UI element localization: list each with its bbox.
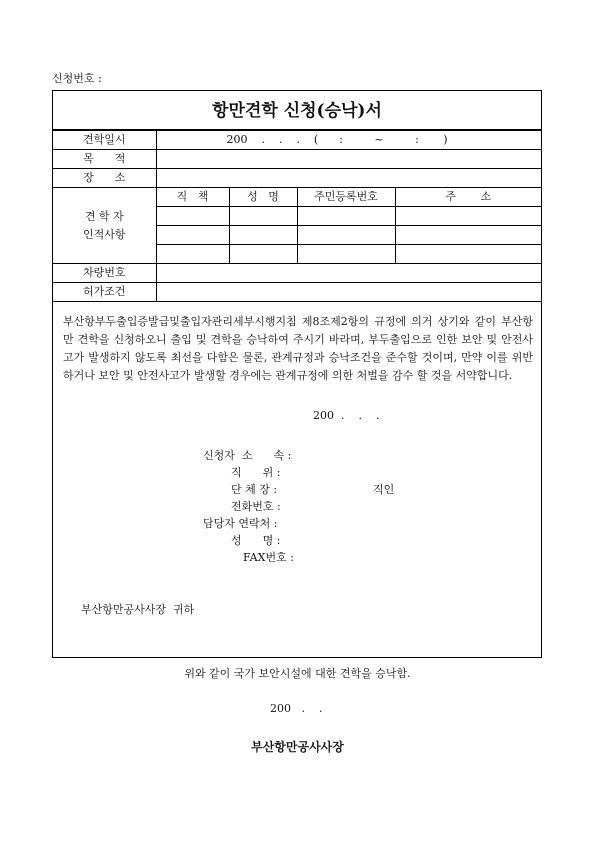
visit-datetime-field[interactable]: 200 . . . ( : ~ : ) xyxy=(156,131,541,150)
vehicle-row xyxy=(53,264,541,283)
visitor-resident-number-cell[interactable] xyxy=(297,226,395,245)
visitor-address-cell[interactable] xyxy=(395,245,541,264)
column-header-address: 주 소 xyxy=(395,188,541,207)
visitor-address-cell[interactable] xyxy=(395,226,541,245)
fax-label: FAX번호 : xyxy=(243,551,294,564)
application-form xyxy=(52,90,542,658)
purpose-label: 목 적 xyxy=(53,150,156,169)
position-label: 직 위 : xyxy=(231,466,281,479)
visitor-name-cell[interactable] xyxy=(229,245,297,264)
place-label: 장 소 xyxy=(53,169,156,188)
vehicle-number-field[interactable] xyxy=(156,264,541,283)
visit-datetime-row xyxy=(53,131,541,150)
group-head-label: 단 체 장 : xyxy=(231,483,278,496)
visit-datetime-label: 견학일시 xyxy=(53,131,156,150)
application-date: 200 . . . xyxy=(313,409,380,422)
signer-title: 부산항만공사사장 xyxy=(251,740,344,754)
official-seal-label: 직인 xyxy=(373,483,395,496)
visitor-name-cell[interactable] xyxy=(229,226,297,245)
visitor-resident-number-cell[interactable] xyxy=(297,207,395,226)
form-table xyxy=(53,131,541,302)
phone-label: 전화번호 : xyxy=(231,500,281,513)
pledge-text: 부산항부두출입증발급및출입자관리세부시행지침 제8조제2항의 규정에 의거 상기와 같이 부산항만 견학을 신청하오니 출입 및 견학을 승낙하여 주시기 바라며, 부두출입으로 인한 보안 및 안전사고가 발생하지 않도록 최선을 다함은 물론, 관계규정과 승낙조건을 준수할 것이며, 만약 이를 위반하거나 보안 및 안전사고가 발생할 경우에는 관계규정에 의한 처벌을 감수 할 것을 서약합니다. xyxy=(63,315,533,382)
column-header-resident-number: 주민등록번호 xyxy=(297,188,395,207)
applicant-affiliation-label: 신청자 소 속 : xyxy=(203,449,292,462)
contact-name-label: 성 명 : xyxy=(231,534,281,547)
approval-statement: 위와 같이 국가 보안시설에 대한 견학을 승낙함. xyxy=(184,667,411,680)
approval-date: 200 . . xyxy=(270,702,323,715)
permit-conditions-label: 허가조건 xyxy=(53,283,156,302)
column-header-position: 직 책 xyxy=(156,188,229,207)
visitor-name-cell[interactable] xyxy=(229,207,297,226)
visitor-resident-number-cell[interactable] xyxy=(297,245,395,264)
permit-row xyxy=(53,283,541,302)
place-field[interactable] xyxy=(156,169,541,188)
visitor-position-cell[interactable] xyxy=(156,207,229,226)
visitor-position-cell[interactable] xyxy=(156,226,229,245)
contact-label: 담당자 연락처 : xyxy=(203,517,278,530)
vehicle-number-label: 차량번호 xyxy=(53,264,156,283)
form-title: 항만견학 신청(승낙)서 xyxy=(53,91,541,131)
visitor-address-cell[interactable] xyxy=(395,207,541,226)
visitors-header-row xyxy=(53,188,541,207)
visitors-label: 견 학 자 인적사항 xyxy=(53,188,156,264)
visitor-position-cell[interactable] xyxy=(156,245,229,264)
application-number-label: 신청번호 : xyxy=(52,72,102,85)
permit-conditions-field[interactable] xyxy=(156,283,541,302)
purpose-row xyxy=(53,150,541,169)
purpose-field[interactable] xyxy=(156,150,541,169)
column-header-name: 성 명 xyxy=(229,188,297,207)
place-row xyxy=(53,169,541,188)
addressee: 부산항만공사사장 귀하 xyxy=(81,603,195,616)
